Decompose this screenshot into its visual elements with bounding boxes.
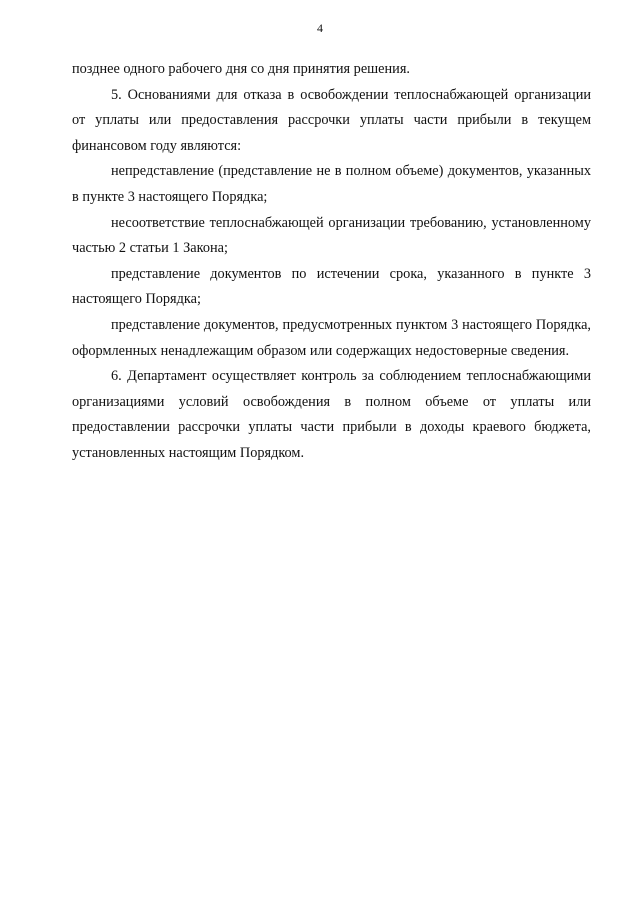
document-body	[72, 57, 591, 467]
paragraph-reason-1: непредставление (представление не в полном объеме) документов, указанных в пункте 3 настоящего Порядка;	[72, 163, 591, 205]
paragraph-item-5: 5. Основаниями для отказа в освобождении теплоснабжающей организации от уплаты или предоставления рассрочки уплаты части прибыли в текущем финансовом году являются:	[72, 86, 591, 154]
paragraph-reason-3: представление документов по истечении срока, указанного в пункте 3 настоящего Порядка;	[72, 265, 591, 308]
paragraph-item-6: 6. Департамент осуществляет контроль за соблюдением теплоснабжающими организациями условий освобождения в полном объеме от уплаты или предоставлении рассрочки уплаты части прибыли в доходы краевого бюджета, установленных настоящим Порядком.	[72, 368, 591, 461]
paragraph-reason-2: несоответствие теплоснабжающей организации требованию, установленному частью 2 статьи 1 Закона;	[72, 214, 591, 257]
paragraph-reason-4: представление документов, предусмотренных пунктом 3 настоящего Порядка, оформленных ненадлежащим образом или содержащих недостоверные сведения.	[72, 316, 591, 359]
paragraph-continuation: позднее одного рабочего дня со дня принятия решения.	[72, 61, 410, 77]
page-number: 4	[317, 21, 323, 35]
